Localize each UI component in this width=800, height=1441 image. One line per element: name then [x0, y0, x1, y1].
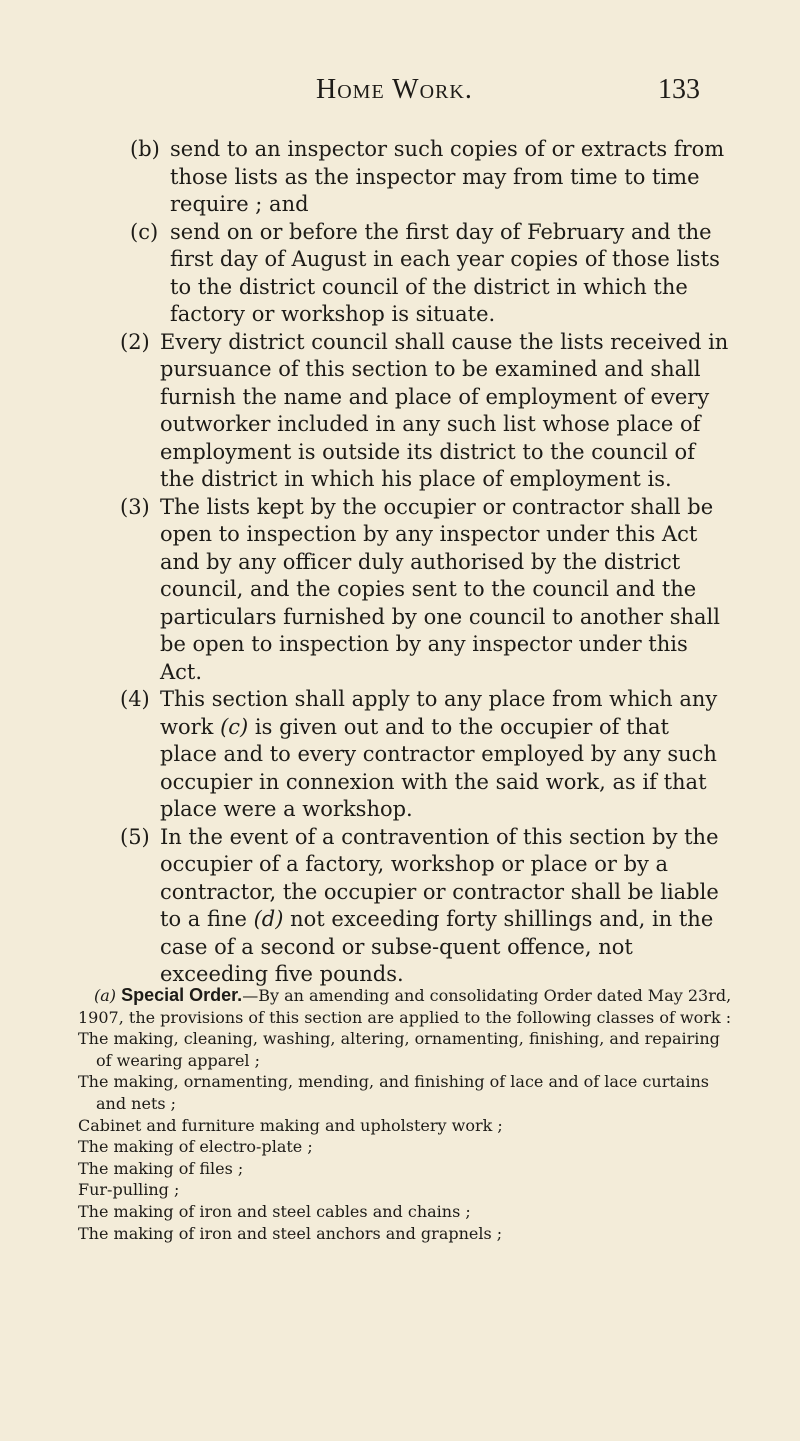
footnote-reference: (c): [220, 714, 249, 739]
list-item-text: The making of iron and steel cables and chains ;: [78, 1201, 471, 1221]
footnote-reference: (d): [253, 907, 284, 931]
item-text: send to an inspector such copies of or extracts from those lists as the inspector may from time to time require ; and: [170, 137, 725, 216]
list-item: [78, 1179, 740, 1201]
list-item-text: Cabinet and furniture making and upholstery work ;: [78, 1115, 503, 1135]
list-item: [78, 1223, 740, 1245]
footnote-label: Special Order.: [121, 985, 243, 1005]
list-item: [78, 1201, 740, 1223]
footnote-intro-text: —By an amending and consolidating Order dated May 23rd, 1907, the provisions of this section are applied to the following classes of work :: [78, 986, 732, 1027]
item-text: Every district council shall cause the lists received in pursuance of this section to be examined and shall furnish the name and place of employment of every outworker included in any such list whose place of employment is outside its district to the council of the district in which his place of employment is.: [160, 329, 729, 491]
list-item-text: The making, ornamenting, mending, and finishing of lace and of lace curtains and nets ;: [78, 1072, 709, 1113]
item-text-part: This section shall apply to any place from which any work: [160, 687, 718, 739]
subsection-5: [120, 824, 730, 989]
item-text: [160, 686, 730, 824]
work-classes-list: [78, 1028, 740, 1244]
item-marker: (4): [120, 687, 150, 711]
page-number: 133: [658, 74, 700, 105]
subsection-3: [120, 494, 730, 687]
running-title: Home Work.: [316, 74, 473, 105]
list-item: [78, 1158, 740, 1180]
item-marker: (5): [120, 824, 150, 849]
list-item: [78, 1136, 740, 1158]
list-item: [78, 1028, 740, 1071]
item-marker: (c): [130, 219, 159, 244]
statute-text: [120, 136, 730, 989]
item-text-part: In the event of a contravention of this section by the occupier of a factory, workshop or place or by a contractor, the occupier or contractor shall be liable to a fine: [160, 824, 719, 931]
running-head: [120, 70, 700, 110]
item-marker: (3): [120, 494, 150, 519]
list-item: [78, 1071, 740, 1114]
item-marker: (b): [130, 137, 160, 161]
item-marker: (2): [120, 329, 150, 354]
footnote: [78, 985, 740, 1244]
item-text: [160, 824, 730, 989]
subsection-2: [120, 329, 730, 494]
list-item-text: The making of files ;: [78, 1158, 244, 1178]
subclause-c: [120, 219, 730, 329]
list-item-text: The making, cleaning, washing, altering, ornamenting, finishing, and repairing of wearing apparel ;: [78, 1029, 720, 1070]
list-item: [78, 1115, 740, 1137]
item-text: The lists kept by the occupier or contractor shall be open to inspection by any inspector under this Act and by any officer duly authorised by the district council, and the copies sent to the council and the particulars furnished by one council to another shall be open to inspection by any inspector under this Act.: [160, 494, 720, 684]
subsection-4: [120, 686, 730, 824]
footnote-intro: [78, 985, 740, 1028]
footnote-marker: (a): [94, 986, 117, 1005]
item-text-part: not exceeding forty shillings and, in the case of a second or subse-quent offence, not exceeding five pounds.: [160, 907, 714, 986]
list-item-text: Fur-pulling ;: [78, 1180, 180, 1200]
item-text: send on or before the first day of February and the first day of August in each year copies of those lists to the district council of the district in which the factory or workshop is situate.: [170, 219, 720, 326]
subclause-b: [120, 136, 730, 219]
list-item-text: The making of iron and steel anchors and grapnels ;: [78, 1223, 503, 1243]
list-item-text: The making of electro-plate ;: [78, 1137, 313, 1157]
item-text-part: is given out and to the occupier of that place and to every contractor employed by any such occupier in connexion with the said work, as if that place were a workshop.: [160, 714, 717, 821]
